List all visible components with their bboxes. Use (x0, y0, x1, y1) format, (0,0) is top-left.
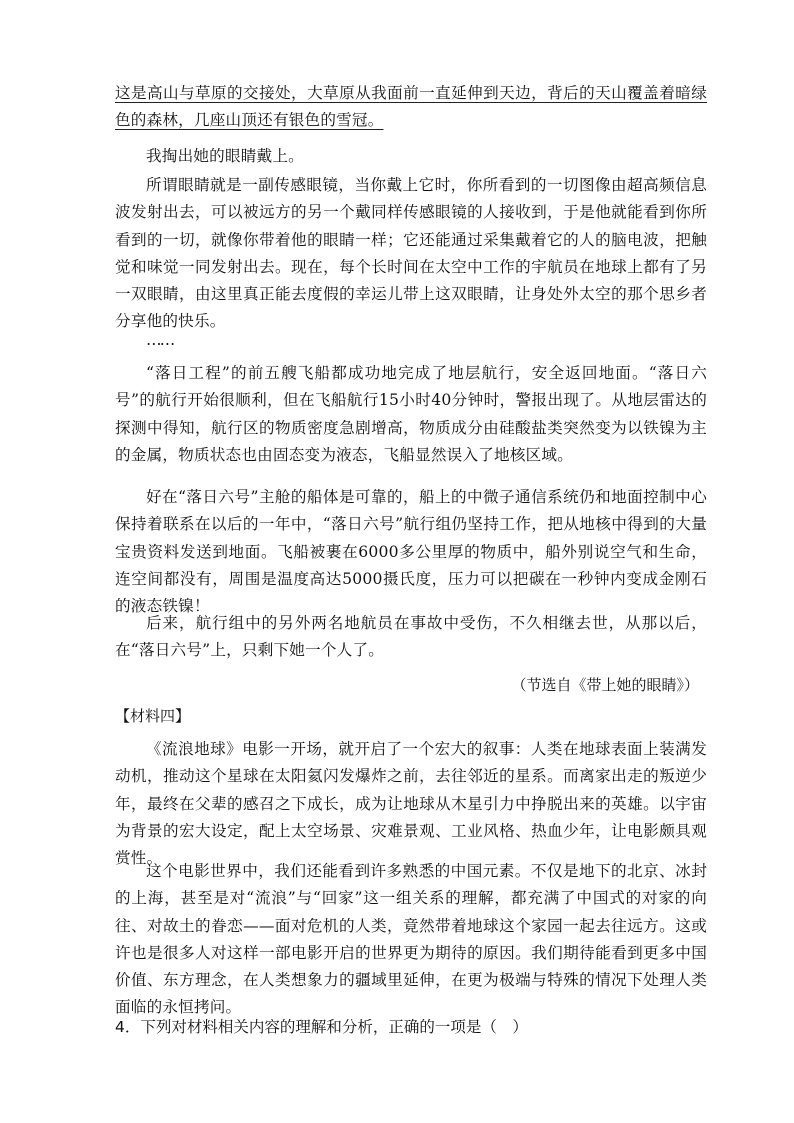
material4-paragraph-1: 《流浪地球》电影一开场，就开启了一个宏大的叙事：人类在地球表面上装满发动机，推动这个星球在太阳氦闪发爆炸之前，去往邻近的星系。而离家出走的叛逆少年，最终在父辈的感召之下成长，成为让地球从木星引力中挣脱出来的英雄。以宇宙为背景的宏大设定，配上太空场景、灾难景观、工业风格、热血少年，让电影颇具观赏性。 (115, 740, 707, 868)
material3-paragraph-2: 我掏出她的眼睛戴上。 (146, 147, 304, 165)
material4-paragraph-2: 这个电影世界中，我们还能看到许多熟悉的中国元素。不仅是地下的北京、冰封的上海，甚至是对“流浪”与“回家”这一组关系的理解，都充满了中国式的对家的向往、对故土的眷恋——面对危机的人类，竟然带着地球这个家园一起去往远方。这或许也是很多人对这样一部电影开启的世界更为期待的原因。我们期待能看到更多中国价值、东方理念，在人类想象力的疆域里延伸，在更为极端与特殊的情况下处理人类面临的永恒拷问。 (115, 862, 707, 1017)
material3-paragraph-4: “落日工程”的前五艘飞船都成功地完成了地层航行，安全返回地面。“落日六号”的航行开始很顺利，但在飞船航行15小时40分钟时，警报出现了。从地层雷达的探测中得知，航行区的物质密度急剧增高，物质成分由硅酸盐类突然变为以铁镍为主的金属，物质状态也由固态变为液态，飞船显然误入了地核区域。 (115, 364, 707, 464)
material3-ellipsis: …… (146, 331, 174, 349)
material4-label: 【材料四】 (115, 707, 191, 725)
material3-paragraph-3: 所谓眼睛就是一副传感眼镜，当你戴上它时，你所看到的一切图像由超高频信息波发射出去，可以被远方的另一个戴同样传感眼镜的人接收到，于是他就能看到你所看到的一切，就像你带着他的眼睛一样；它还能通过采集戴着它的人的脑电波，把触觉和味觉一同发射出去。现在，每个长时间在太空中工作的宇航员在地球上都有了另一双眼睛，由这里真正能去度假的幸运儿带上这双眼睛，让身处外太空的那个思乡者分享他的快乐。 (115, 176, 707, 331)
question-4: 4．下列对材料相关内容的理解和分析，正确的一项是（ ） (115, 1018, 528, 1036)
material3-underlined-text: 这是高山与草原的交接处，大草原从我面前一直延伸到天边，背后的天山覆盖着暗绿色的森林，几座山顶还有银色的雪冠。 (115, 84, 707, 130)
material3-paragraph-6: 后来，航行组中的另外两名地航员在事故中受伤，不久相继去世，从那以后，在“落日六号”上，只剩下她一个人了。 (115, 614, 707, 660)
material3-paragraph-5: 好在“落日六号”主舱的船体是可靠的，船上的中微子通信系统仍和地面控制中心保持着联系在以后的一年中，“落日六号”航行组仍坚持工作，把从地核中得到的大量宝贵资料发送到地面。飞船被裹在6000多公里厚的物质中，船外别说空气和生命，连空间都没有，周围是温度高达5000摄氏度，压力可以把碳在一秒钟内变成金刚石的液态铁镍！ (115, 488, 707, 616)
material3-paragraph-1 (115, 80, 707, 135)
material3-source: （节选自《带上她的眼睛》） (511, 676, 699, 694)
